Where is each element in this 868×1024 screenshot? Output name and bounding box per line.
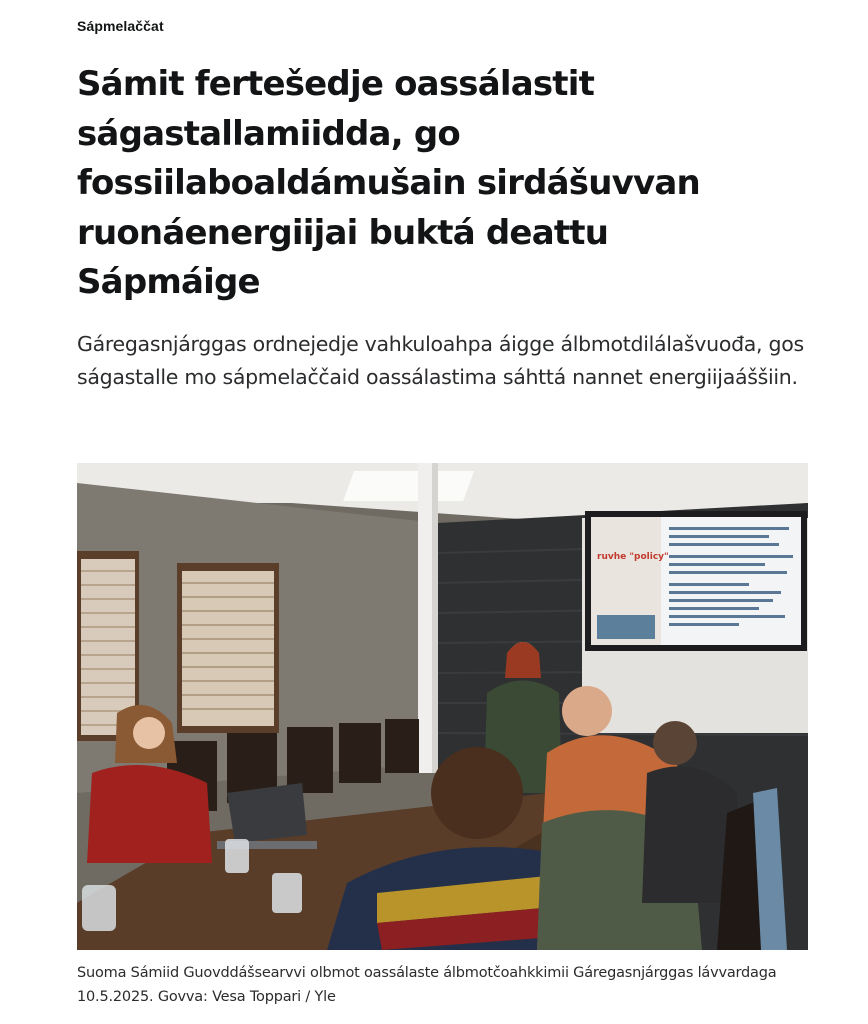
image-caption: Suoma Sámiid Guovddášsearvvi olbmot oassálaste álbmotčoahkkimii Gáregasnjárggas lávvardaga 10.5.2025. Govva: Vesa Toppari / Yle — [77, 965, 777, 1005]
article-photo[interactable] — [77, 463, 808, 950]
article-headline: Sámit fertešedje oassálastit ságastallamiidda, go fossiilaboaldámušain sirdášuvvan ruonáenergiijai buktá deattu Sápmáige — [77, 64, 700, 302]
category-link[interactable]: Sápmelaččat — [77, 18, 164, 34]
photo-meeting-room — [77, 463, 808, 950]
article-lead: Gáregasnjárggas ordnejedje vahkuloahpa áigge álbmotdilálašvuođa, gos ságastalle mo sápmelaččaid oassálastima sáhttá nannet energiijaáššiin. — [77, 332, 804, 389]
slide-title: ruvhe "policy" — [597, 552, 669, 562]
